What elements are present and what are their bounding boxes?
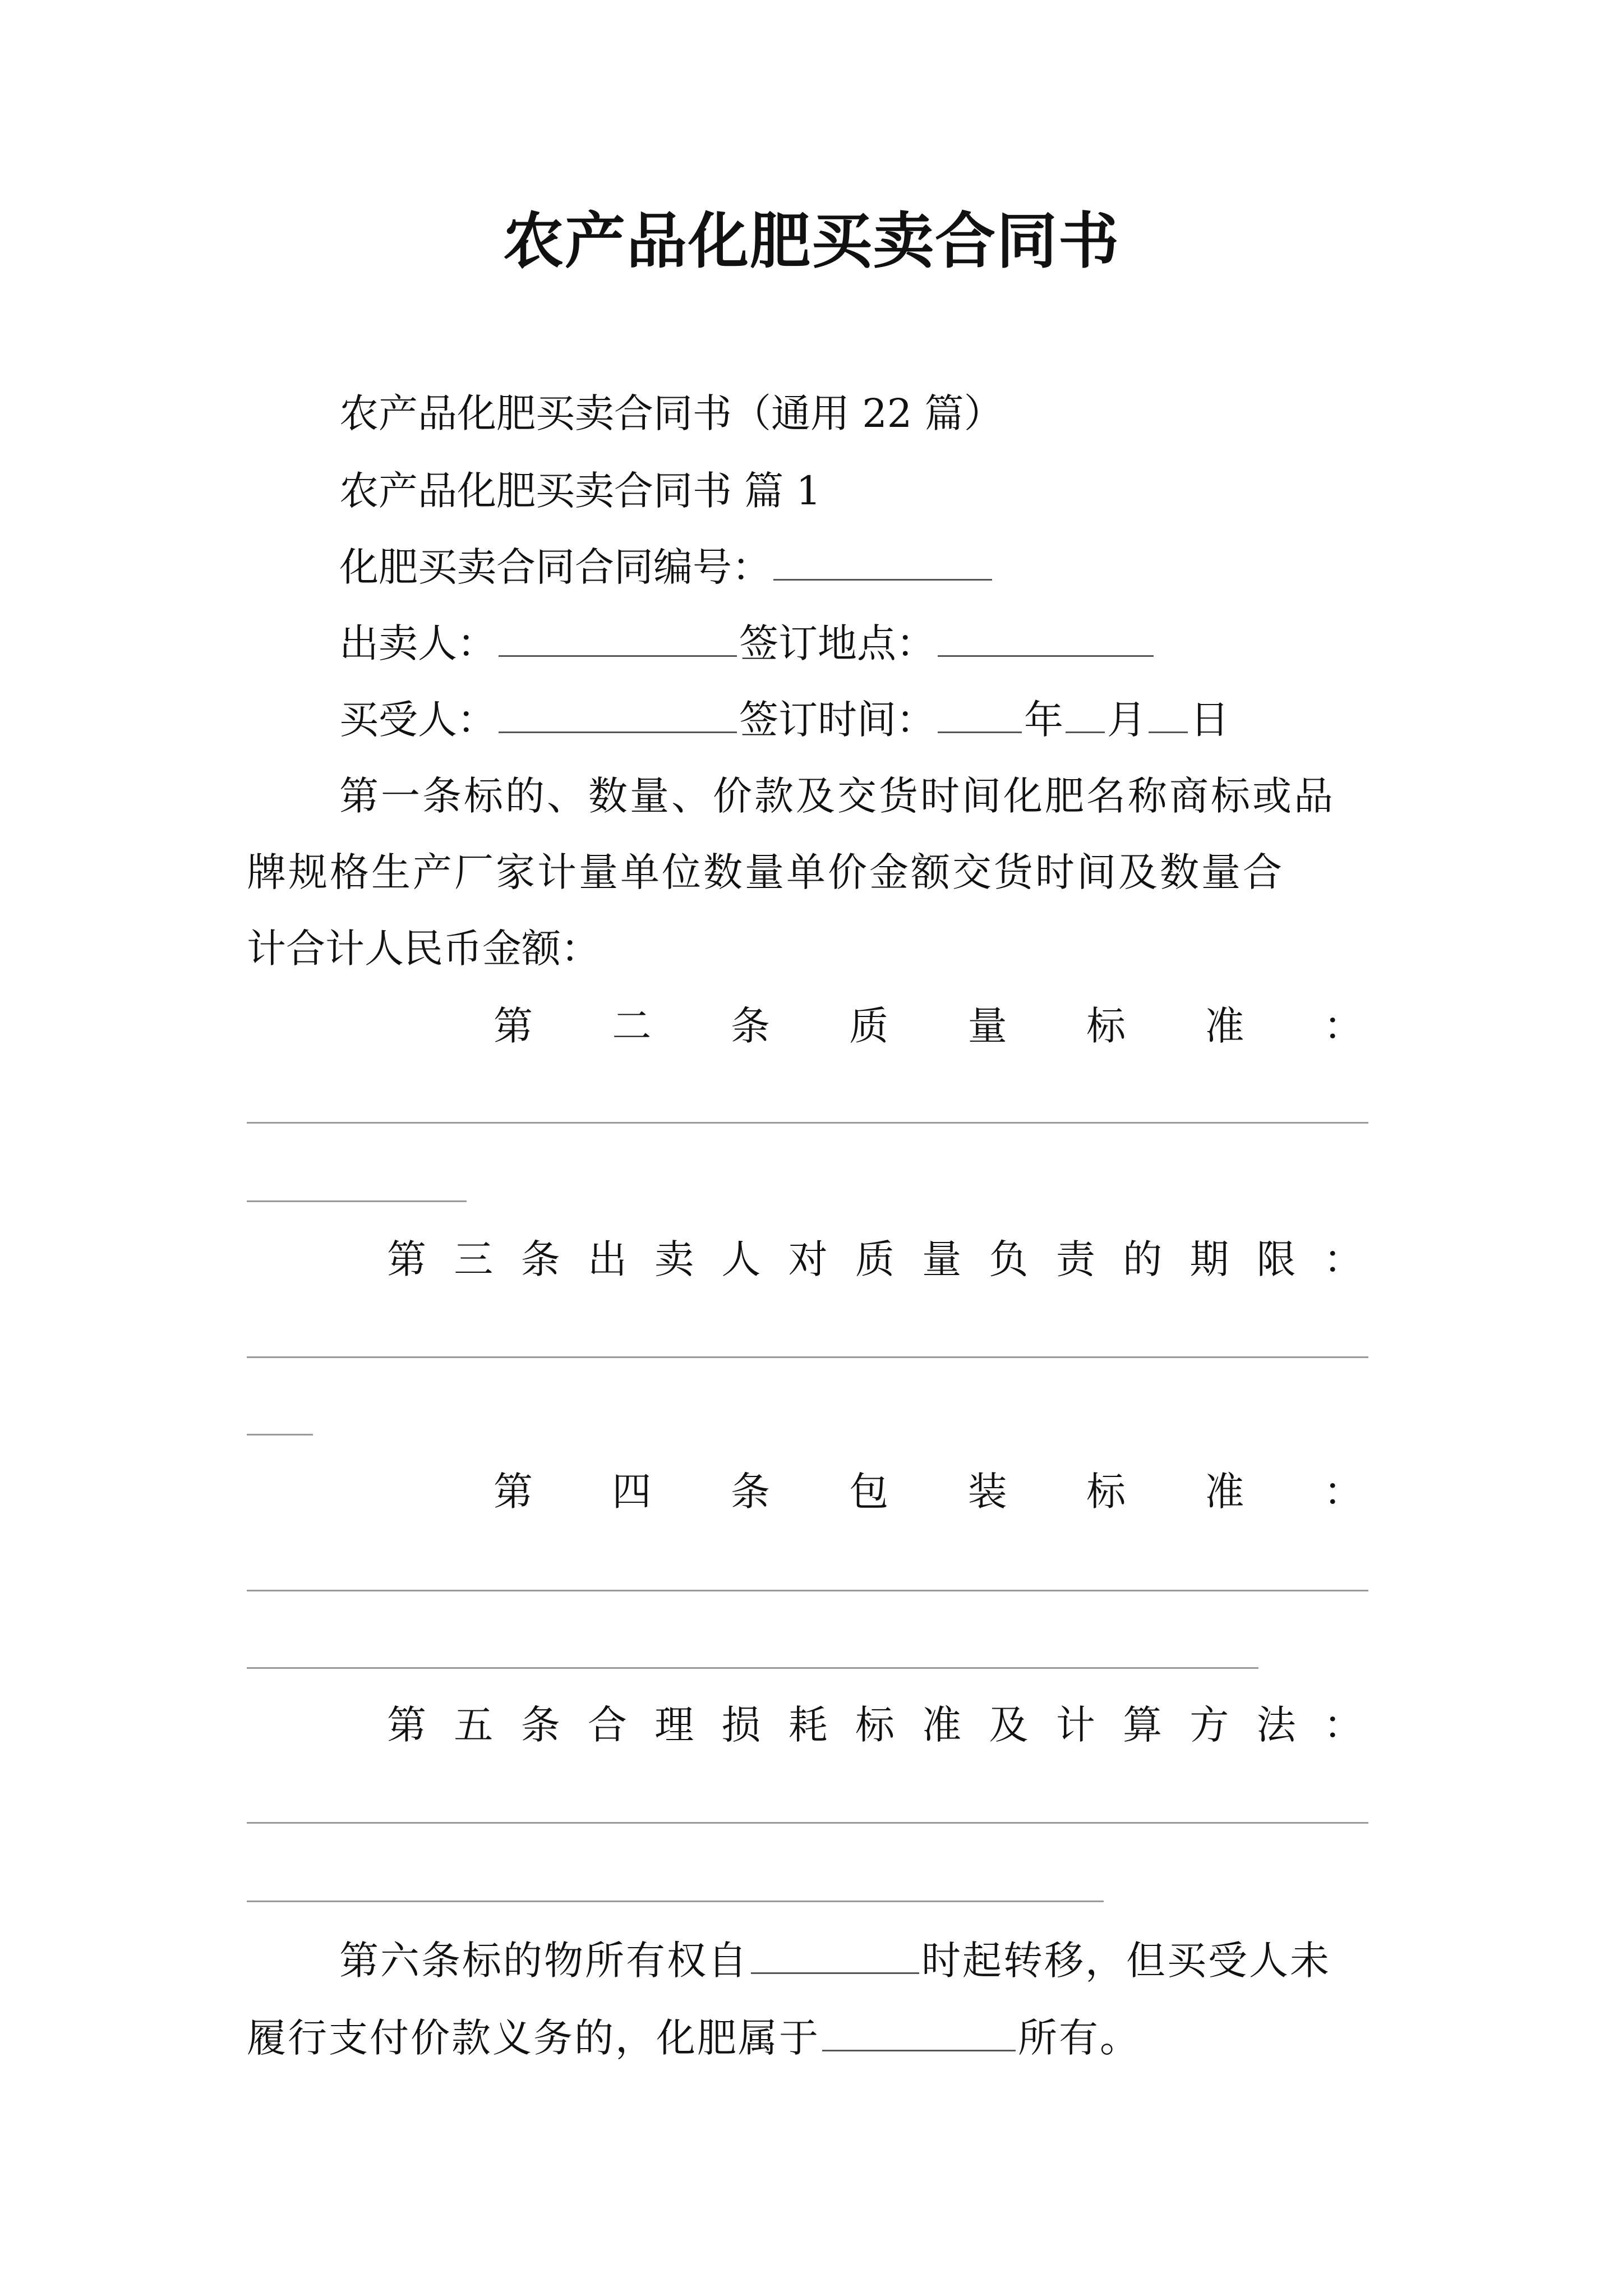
article2-char: 质	[849, 1003, 889, 1049]
buyer-blank	[499, 694, 737, 733]
article5-char: ：	[1323, 1702, 1363, 1748]
article4-char: 条	[730, 1469, 770, 1515]
article3-char: 责	[1055, 1236, 1095, 1282]
article1-line3: 计合计人民币金额：	[247, 926, 600, 972]
article6-text-1: 第六条标的物所有权自	[339, 1938, 749, 1984]
article3-char: 限	[1256, 1236, 1296, 1282]
article3-char: 人	[721, 1236, 761, 1282]
article4-char: 装	[967, 1469, 1007, 1515]
article6-blank-1	[751, 1935, 919, 1974]
article6-text-3: 履行支付价款义务的，化肥属于	[247, 2015, 820, 2061]
article4-char: 第	[494, 1469, 533, 1515]
article2-rule-2	[247, 1200, 467, 1202]
article3-rule-2	[247, 1434, 313, 1435]
article2-char: ：	[1323, 1003, 1363, 1049]
year-label: 年	[1024, 697, 1063, 743]
article2-rule-1	[247, 1122, 1368, 1124]
article3-char: 出	[587, 1236, 627, 1282]
article3-char: 量	[922, 1236, 962, 1282]
article5-heading	[387, 1694, 1363, 1756]
article6-blank-2	[822, 2013, 1016, 2051]
article4-rule-2	[247, 1667, 1258, 1669]
contract-number-blank	[773, 542, 992, 581]
sign-place-label: 签订地点：	[739, 620, 935, 666]
article6-line2	[247, 2007, 1141, 2069]
day-blank	[1149, 694, 1188, 733]
month-blank	[1066, 694, 1105, 733]
article3-char: 对	[788, 1236, 828, 1282]
contract-number-line	[339, 536, 994, 598]
article3-char: 卖	[654, 1236, 694, 1282]
article5-char: 理	[654, 1702, 694, 1748]
article5-char: 五	[454, 1702, 494, 1748]
article3-char: 期	[1189, 1236, 1229, 1282]
article3-char: 第	[387, 1236, 426, 1282]
article5-char: 耗	[788, 1702, 828, 1748]
article4-char: ：	[1323, 1469, 1363, 1515]
article5-char: 损	[721, 1702, 761, 1748]
article6-text-2: 时起转移，但买受人未	[921, 1938, 1331, 1984]
article2-char: 准	[1205, 1003, 1244, 1049]
article4-char: 标	[1086, 1469, 1126, 1515]
article2-char: 第	[494, 1003, 533, 1049]
article5-rule-2	[247, 1901, 1104, 1902]
article2-char: 二	[612, 1003, 652, 1049]
article3-char: 三	[454, 1236, 494, 1282]
article2-char: 标	[1086, 1003, 1126, 1049]
article2-char: 量	[967, 1003, 1007, 1049]
article5-char: 合	[587, 1702, 627, 1748]
article5-char: 第	[387, 1702, 426, 1748]
article4-rule-1	[247, 1590, 1368, 1591]
article3-char: 质	[855, 1236, 895, 1282]
article3-rule-1	[247, 1356, 1368, 1358]
article5-char: 计	[1055, 1702, 1095, 1748]
article6-line1	[339, 1930, 1331, 1991]
document-subtitle: 农产品化肥买卖合同书（通用 22 篇）	[339, 390, 1003, 436]
article5-char: 准	[922, 1702, 962, 1748]
document-title: 农产品化肥买卖合同书	[502, 206, 1120, 277]
article5-char: 及	[989, 1702, 1029, 1748]
sign-place-blank	[938, 618, 1154, 657]
day-label: 日	[1190, 697, 1229, 743]
seller-label: 出卖人：	[339, 620, 496, 666]
seller-line	[339, 613, 1156, 674]
month-label: 月	[1107, 697, 1146, 743]
article4-char: 包	[849, 1469, 889, 1515]
article4-heading	[494, 1461, 1363, 1522]
article5-rule-1	[247, 1822, 1368, 1824]
part-heading: 农产品化肥买卖合同书 篇 1	[339, 468, 822, 514]
article3-char: 负	[989, 1236, 1029, 1282]
article3-char: 的	[1123, 1236, 1163, 1282]
article1-line2: 牌规格生产厂家计量单位数量单价金额交货时间及数量合	[247, 849, 1284, 895]
buyer-line	[339, 689, 1229, 751]
article3-char: ：	[1323, 1236, 1363, 1282]
article5-char: 方	[1189, 1702, 1229, 1748]
article5-char: 法	[1256, 1702, 1296, 1748]
article5-char: 条	[520, 1702, 560, 1748]
article5-char: 标	[855, 1702, 895, 1748]
article6-text-4: 所有。	[1018, 2015, 1141, 2061]
article1-line1: 第一条标的、数量、价款及交货时间化肥名称商标或品	[339, 773, 1335, 819]
article4-char: 四	[612, 1469, 652, 1515]
article2-char: 条	[730, 1003, 770, 1049]
article2-heading	[494, 995, 1363, 1057]
article5-char: 算	[1123, 1702, 1163, 1748]
article4-char: 准	[1205, 1469, 1244, 1515]
year-blank	[938, 694, 1022, 733]
contract-number-label: 化肥买卖合同合同编号：	[339, 544, 771, 590]
article3-heading	[387, 1228, 1363, 1290]
buyer-label: 买受人：	[339, 697, 496, 743]
article3-char: 条	[520, 1236, 560, 1282]
sign-time-label: 签订时间：	[739, 697, 935, 743]
seller-blank	[499, 618, 737, 657]
